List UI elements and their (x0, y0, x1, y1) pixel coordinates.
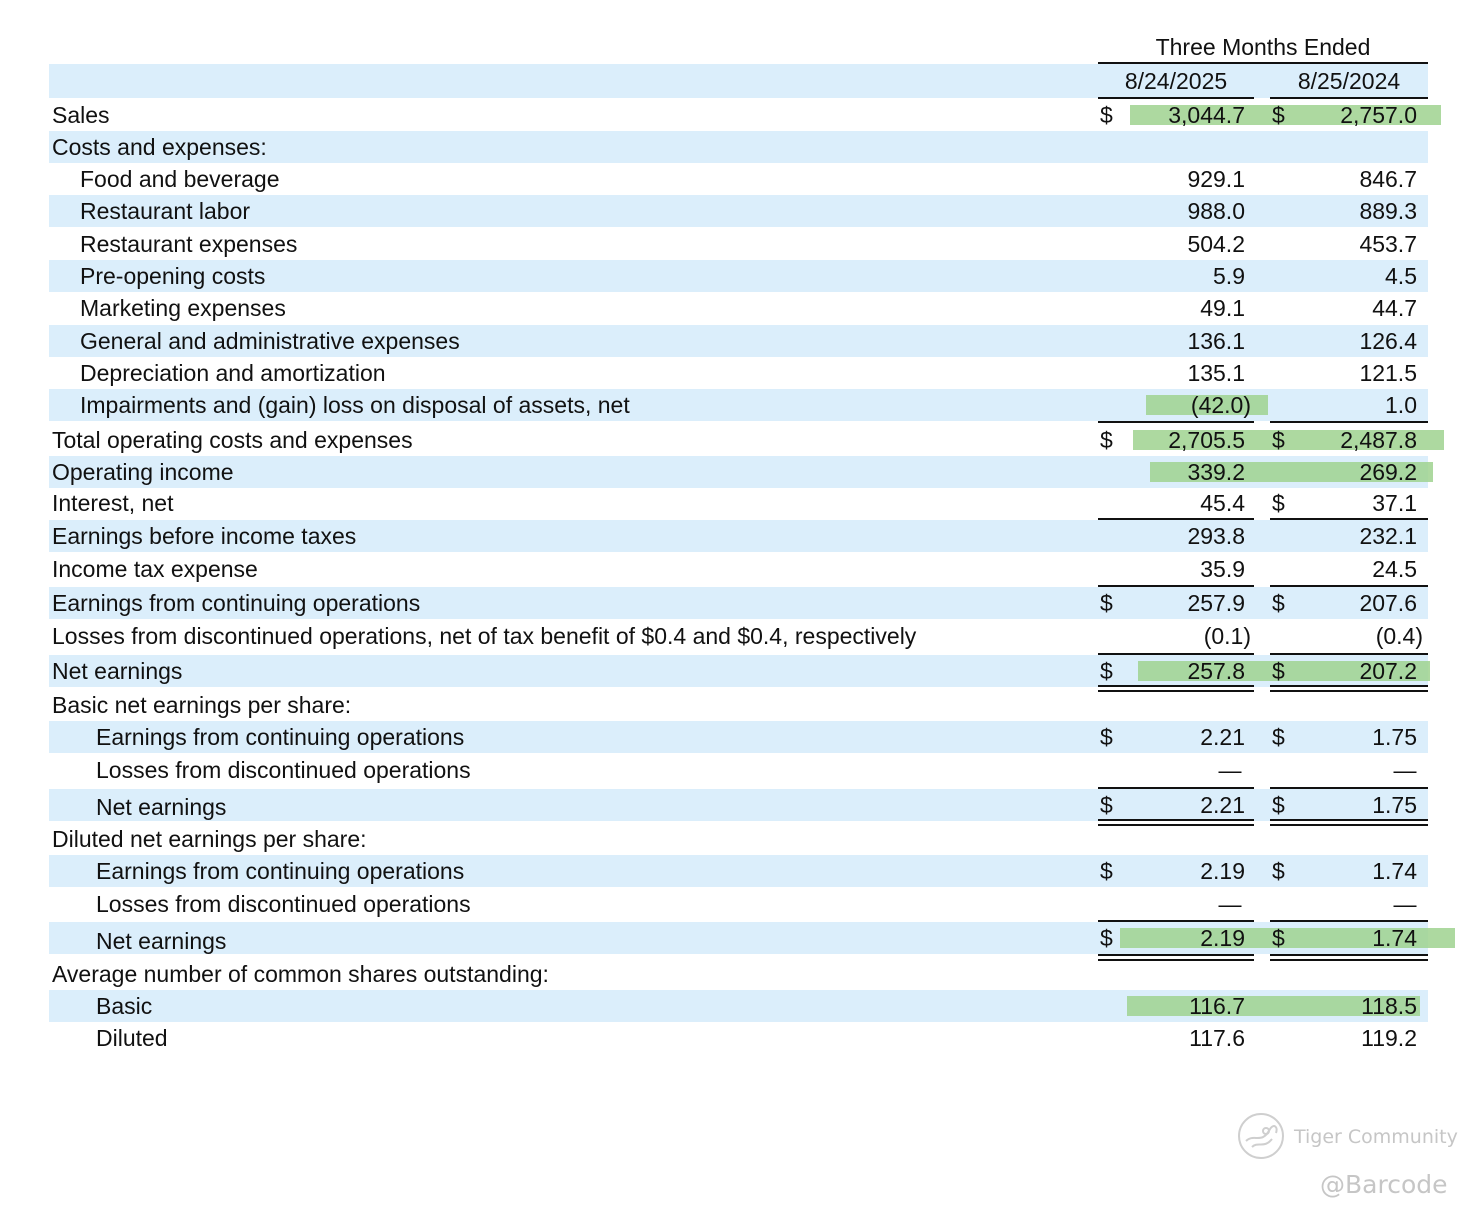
table-row (49, 553, 1428, 585)
table-row-total-operating-costs (49, 424, 1428, 456)
row-label: Restaurant expenses (80, 231, 298, 257)
value-2025: — (1218, 891, 1242, 917)
value-2025: 35.9 (1200, 556, 1245, 582)
currency-symbol: $ (1100, 102, 1113, 128)
value-2024: — (1393, 891, 1417, 917)
row-label: Earnings before income taxes (52, 523, 357, 549)
row-label: Losses from discontinued operations, net of tax benefit of $0.4 and $0.4, respectively (52, 623, 917, 649)
currency-symbol: $ (1100, 925, 1113, 951)
table-row (49, 195, 1428, 227)
row-label: Earnings from continuing operations (52, 590, 421, 616)
currency-symbol: $ (1272, 792, 1285, 818)
row-label: Operating income (52, 459, 234, 485)
value-2024: 2,487.8 (1340, 427, 1417, 453)
subtotal-rule (1098, 421, 1254, 423)
table-row (49, 163, 1428, 195)
row-label: Diluted net earnings per share: (52, 826, 367, 852)
value-2024: 1.74 (1372, 858, 1417, 884)
value-2024: 119.2 (1361, 1025, 1417, 1051)
table-row (49, 789, 1428, 821)
currency-symbol: $ (1272, 724, 1285, 750)
row-label: Earnings from continuing operations (96, 858, 465, 884)
table-row (49, 888, 1428, 920)
table-row (49, 487, 1428, 519)
row-label: Basic net earnings per share: (52, 692, 352, 718)
table-row-net-earnings (49, 655, 1428, 687)
currency-symbol: $ (1272, 490, 1285, 516)
table-row (49, 754, 1428, 786)
currency-symbol: $ (1272, 590, 1285, 616)
table-row (49, 1022, 1428, 1054)
column-header-date-2: 8/25/2024 (1297, 68, 1401, 94)
row-label: Interest, net (52, 490, 174, 516)
currency-symbol: $ (1272, 427, 1285, 453)
value-2025: (0.1) (1203, 623, 1251, 649)
row-label: Net earnings (52, 658, 183, 684)
row-label: Sales (52, 102, 110, 128)
value-2024: 1.0 (1385, 392, 1417, 418)
value-2025: 45.4 (1200, 490, 1245, 516)
value-2024: 269.2 (1359, 459, 1417, 485)
value-2024: 24.5 (1372, 556, 1417, 582)
watermark-handle: @Barcode (1320, 1170, 1448, 1199)
row-label: Losses from discontinued operations (96, 891, 471, 917)
value-2024: 2,757.0 (1340, 102, 1417, 128)
value-2024: 889.3 (1359, 198, 1417, 224)
value-2024: 207.2 (1359, 658, 1417, 684)
table-row (49, 357, 1428, 389)
value-2025: 339.2 (1187, 459, 1245, 485)
value-2025: 3,044.7 (1168, 102, 1245, 128)
currency-symbol: $ (1272, 858, 1285, 884)
tiger-logo-icon (1236, 1111, 1286, 1161)
value-2025: 116.7 (1189, 993, 1245, 1019)
section-heading-row (49, 131, 1428, 163)
currency-symbol: $ (1272, 102, 1285, 128)
value-2024: — (1393, 757, 1417, 783)
table-row (49, 292, 1428, 324)
column-header-date-1: 8/24/2025 (1124, 68, 1228, 94)
table-row (49, 520, 1428, 552)
row-label: Costs and expenses: (52, 134, 267, 160)
currency-symbol: $ (1100, 792, 1113, 818)
row-label: Losses from discontinued operations (96, 757, 471, 783)
header-row (49, 64, 1428, 98)
value-2025: 2.19 (1200, 858, 1245, 884)
currency-symbol: $ (1100, 658, 1113, 684)
row-label: Earnings from continuing operations (96, 724, 465, 750)
value-2025: 2.21 (1200, 792, 1245, 818)
table-row (49, 389, 1428, 421)
value-2024: 1.75 (1372, 792, 1417, 818)
table-row (49, 325, 1428, 357)
value-2025: 136.1 (1187, 328, 1245, 354)
currency-symbol: $ (1272, 658, 1285, 684)
value-2024: 1.74 (1372, 925, 1417, 951)
currency-symbol: $ (1272, 925, 1285, 951)
value-2025: (42.0) (1190, 392, 1251, 418)
section-heading-row (49, 958, 1428, 990)
value-2025: 49.1 (1200, 295, 1245, 321)
value-2024: 4.5 (1385, 263, 1417, 289)
row-label: Income tax expense (52, 556, 258, 582)
section-heading-row (49, 689, 1428, 721)
value-2024: 232.1 (1359, 523, 1417, 549)
row-label: Average number of common shares outstanding: (52, 961, 549, 987)
value-2024: 126.4 (1359, 328, 1417, 354)
table-row-operating-income (49, 456, 1428, 488)
table-row (49, 260, 1428, 292)
table-row (49, 855, 1428, 887)
value-2025: 929.1 (1187, 166, 1245, 192)
row-label: General and administrative expenses (80, 328, 460, 354)
row-label: Basic (96, 993, 153, 1019)
table-row (49, 587, 1428, 619)
value-2025: 257.9 (1187, 590, 1245, 616)
value-2024: 118.5 (1361, 993, 1417, 1019)
value-2025: 293.8 (1187, 523, 1245, 549)
value-2025: 504.2 (1187, 231, 1245, 257)
value-2024: 1.75 (1372, 724, 1417, 750)
row-label: Marketing expenses (80, 295, 286, 321)
currency-symbol: $ (1100, 858, 1113, 884)
row-label: Net earnings (96, 794, 227, 820)
table-row-sales (49, 99, 1428, 131)
value-2024: 846.7 (1359, 166, 1417, 192)
row-label: Pre-opening costs (80, 263, 266, 289)
table-row (49, 620, 1428, 652)
row-label: Food and beverage (80, 166, 280, 192)
table-row-basic-shares (49, 990, 1428, 1022)
value-2025: 5.9 (1213, 263, 1245, 289)
value-2024: 121.5 (1359, 360, 1417, 386)
value-2024: 37.1 (1372, 490, 1417, 516)
row-label: Depreciation and amortization (80, 360, 386, 386)
value-2025: 257.8 (1187, 658, 1245, 684)
table-row (49, 228, 1428, 260)
value-2025: 2,705.5 (1168, 427, 1245, 453)
section-heading-row (49, 823, 1428, 855)
value-2024: 453.7 (1359, 231, 1417, 257)
value-2024: 207.6 (1359, 590, 1417, 616)
table-row (49, 721, 1428, 753)
value-2025: 2.19 (1200, 925, 1245, 951)
value-2025: — (1218, 757, 1242, 783)
currency-symbol: $ (1100, 724, 1113, 750)
value-2025: 2.21 (1200, 724, 1245, 750)
value-2024: (0.4) (1375, 623, 1423, 649)
value-2025: 135.1 (1187, 360, 1245, 386)
subtotal-rule (1270, 421, 1428, 423)
value-2025: 988.0 (1187, 198, 1245, 224)
row-label: Total operating costs and expenses (52, 427, 413, 453)
row-label: Diluted (96, 1025, 168, 1051)
row-label: Impairments and (gain) loss on disposal of assets, net (80, 392, 630, 418)
row-label: Restaurant labor (80, 198, 251, 224)
watermark-brand: Tiger Community (1294, 1126, 1458, 1148)
column-header-title: Three Months Ended (1155, 34, 1371, 60)
row-label: Net earnings (96, 928, 227, 954)
value-2024: 44.7 (1372, 295, 1417, 321)
table-row-diluted-net-earnings (49, 922, 1428, 954)
currency-symbol: $ (1100, 590, 1113, 616)
value-2025: 117.6 (1189, 1025, 1245, 1051)
currency-symbol: $ (1100, 427, 1113, 453)
